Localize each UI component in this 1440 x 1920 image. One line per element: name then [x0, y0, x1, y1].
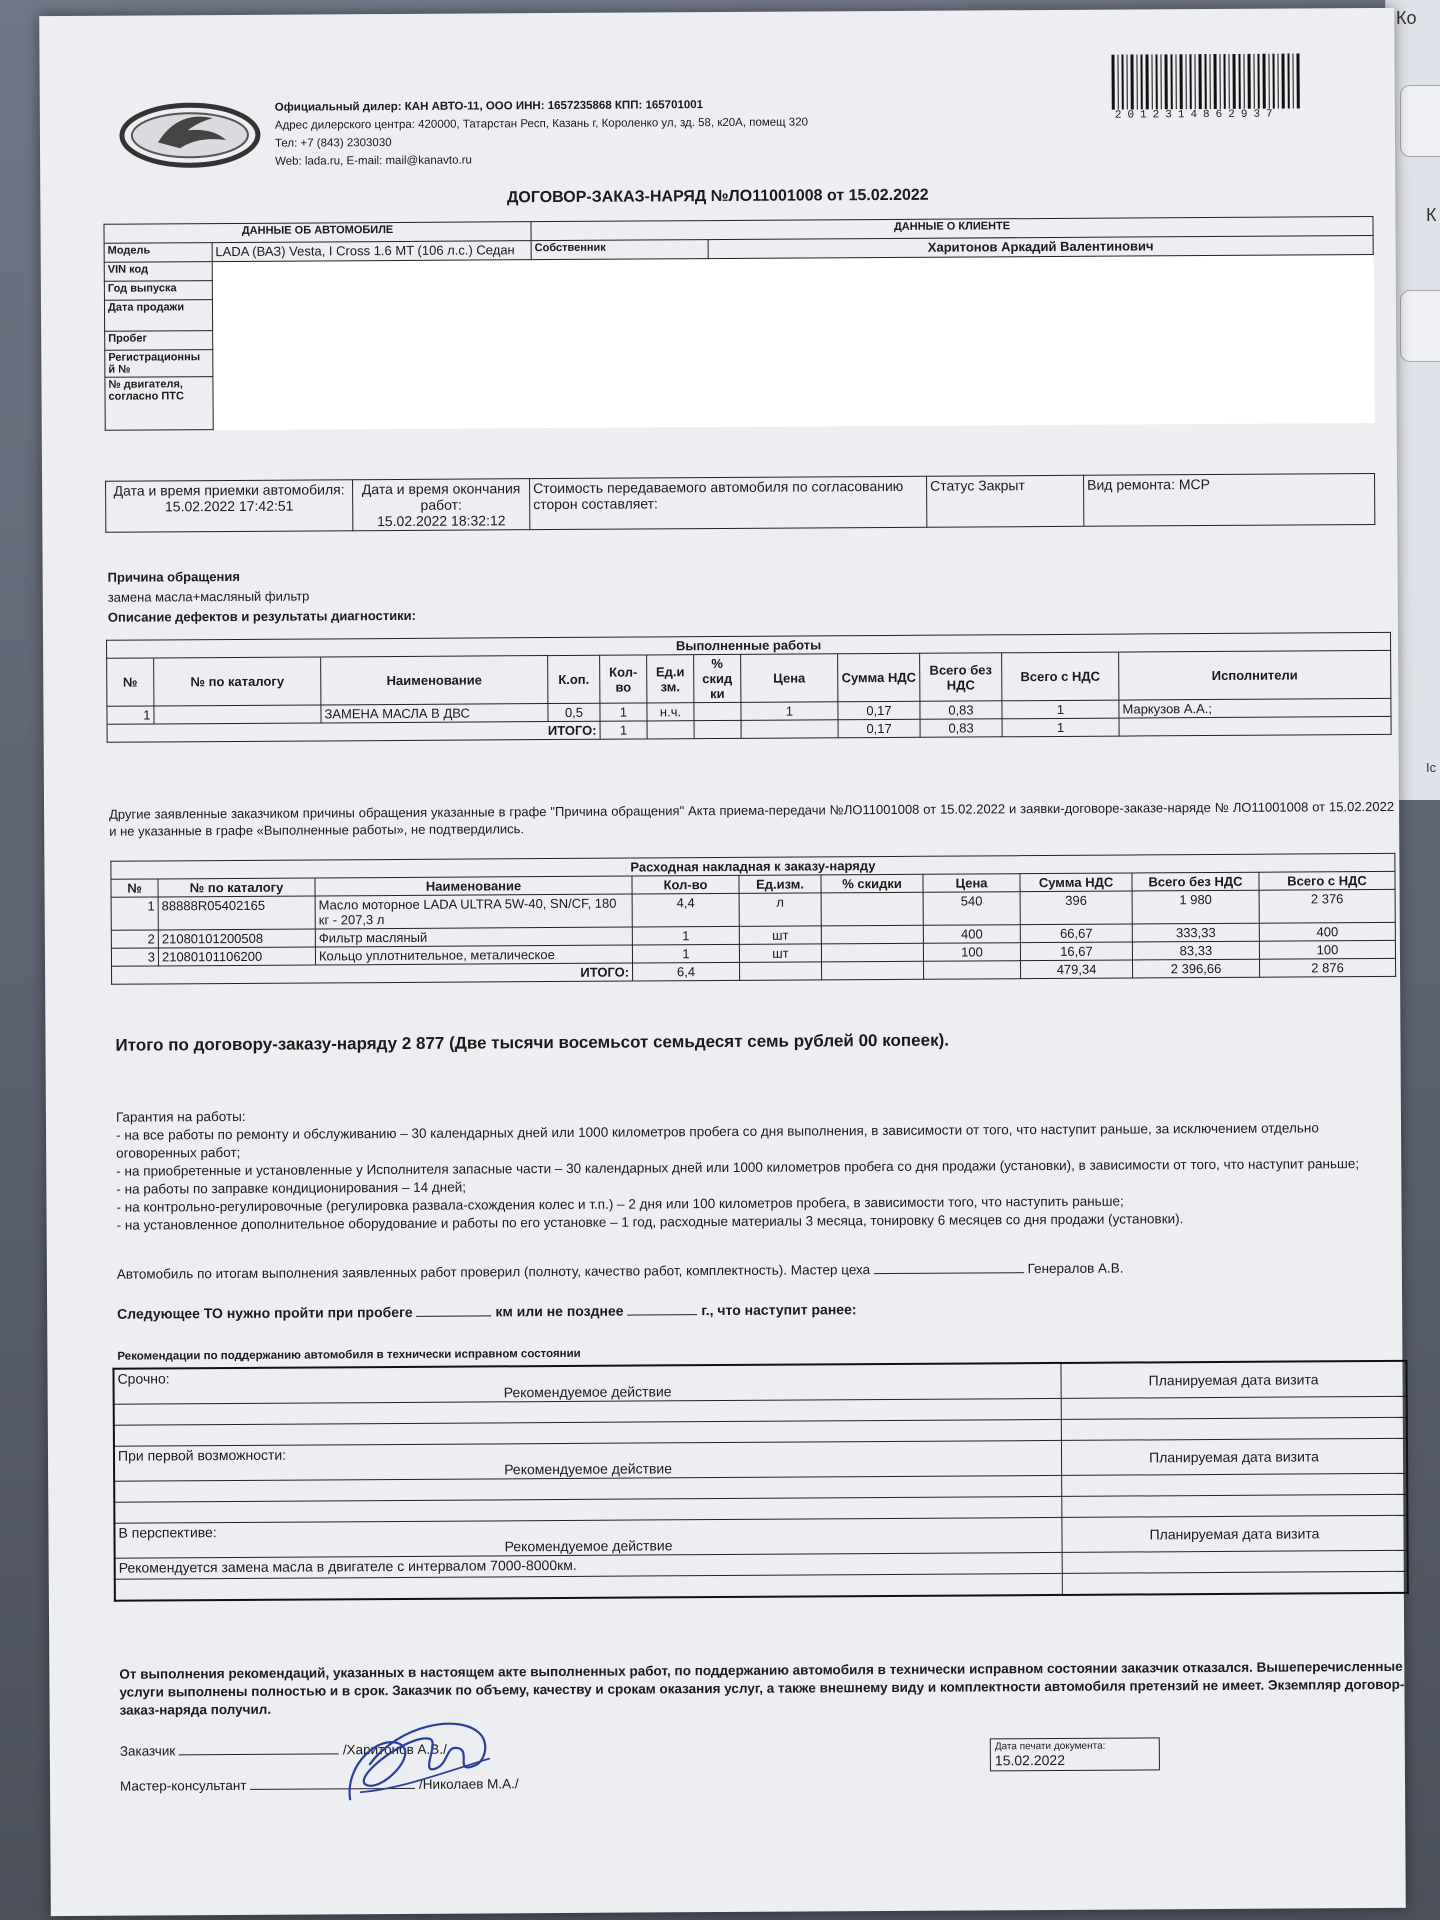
future-item: Рекомендуется замена масла в двигателе с интервалом 7000-8000км.: [115, 1552, 1063, 1579]
year-label: Год выпуска: [104, 281, 212, 301]
cell: 88888R05402165: [158, 896, 315, 930]
rec-row: [1061, 1396, 1407, 1419]
vehicle-client-table: [103, 216, 1374, 431]
col-header: Цена: [923, 874, 1020, 893]
cell: Кольцо уплотнительное, металическое: [315, 945, 632, 965]
cell: 0,83: [920, 719, 1002, 738]
redacted-area: [212, 255, 1374, 430]
col-header: Исполнители: [1119, 650, 1391, 700]
reason-value: замена масла+масляный фильтр: [107, 588, 310, 605]
warranty-block: [116, 1101, 1397, 1235]
cell: [1119, 716, 1391, 736]
client-header: ДАННЫЕ О КЛИЕНТЕ: [531, 217, 1373, 241]
cell: 100: [923, 943, 1020, 962]
cell: [822, 961, 924, 980]
customer-name: /Харитонов А.В./: [342, 1741, 447, 1758]
finished-cell: [353, 479, 530, 531]
received-value: 15.02.2022 17:42:51: [164, 497, 294, 515]
handwritten-signature: [340, 1703, 501, 1814]
warranty-line: - на приобретенные и установленные у Исполнителя запасные части – 30 календарных дней или 1000 километров пробега со дня продажи (установки), в зависимости от того, что наступит раньше;: [116, 1156, 1360, 1179]
cell: [821, 892, 923, 926]
future-label: В перспективе:: [118, 1524, 217, 1541]
cell: 66,67: [1020, 924, 1132, 943]
sale-date-label: Дата продажи: [104, 300, 212, 332]
cell: [740, 962, 822, 981]
cell: [821, 925, 923, 944]
cell: [647, 721, 694, 739]
urgent-cell: [113, 1363, 1061, 1404]
reg-label: Регистрационны й №: [105, 350, 213, 378]
status-text: Статус Закрыт: [927, 475, 1084, 527]
cell: [741, 720, 838, 739]
cell: 1: [741, 702, 838, 721]
cell: 4,4: [632, 893, 739, 927]
col-header: Сумма НДС: [838, 653, 920, 702]
model-label: Модель: [104, 243, 212, 263]
cell: ЗАМЕНА МАСЛА В ДВС: [321, 704, 548, 723]
next-to-line: [117, 1301, 856, 1322]
cell: шт: [739, 944, 821, 963]
date-blank: [627, 1314, 697, 1315]
cell: 6,4: [633, 962, 740, 981]
cell: 0,83: [920, 701, 1002, 720]
cell: [694, 720, 741, 738]
col-header: Всего с НДС: [1002, 652, 1119, 701]
col-header: % скид ки: [694, 654, 741, 702]
received-label: Дата и время приемки автомобиля:: [113, 481, 345, 499]
recommendations-table: [112, 1360, 1408, 1602]
cell: 1: [107, 706, 154, 724]
works-table: [106, 632, 1392, 743]
cell: 1: [600, 703, 647, 721]
edge-text-low: Ic: [1426, 760, 1437, 775]
action-header: Рекомендуемое действие: [504, 1460, 673, 1478]
cell: 0,17: [838, 719, 920, 738]
print-date-value: 15.02.2022: [994, 1751, 1066, 1769]
cell: 479,34: [1020, 960, 1132, 979]
defects-label: Описание дефектов и результаты диагностики:: [107, 607, 417, 625]
checked-statement: [117, 1260, 1124, 1283]
col-header: Кол-во: [632, 875, 739, 894]
barcode-number: 2012314862937: [1114, 108, 1279, 122]
cell: Маркузов А.А.;: [1119, 698, 1391, 718]
action-header: Рекомендуемое действие: [504, 1537, 673, 1555]
cell: 1: [1002, 718, 1119, 737]
total-label: ИТОГО:: [112, 963, 633, 984]
adjacent-box: [1400, 290, 1440, 362]
rec-row: [1062, 1550, 1408, 1573]
cell: н.ч.: [647, 703, 694, 721]
cell: [821, 943, 923, 962]
cell: л: [739, 893, 821, 927]
cell: [923, 961, 1020, 980]
cell: 21080101106200: [158, 947, 315, 966]
consultant-name: /Николаев М.А./: [418, 1776, 519, 1792]
col-header: №: [107, 658, 154, 706]
cost-text: Стоимость передаваемого автомобиля по согласованию сторон составляет:: [530, 476, 927, 529]
col-header: Кол-во: [600, 655, 647, 703]
finished-value: 15.02.2022 18:32:12: [377, 512, 506, 530]
date-header: Планируемая дата визита: [1061, 1361, 1407, 1399]
mileage-label: Пробег: [105, 331, 213, 351]
customer-signature-line: [179, 1753, 339, 1755]
model-value: LADA (ВАЗ) Vesta, I Cross 1.6 MT (106 л.с.) Седан: [212, 241, 531, 262]
cell: 2 396,66: [1132, 959, 1259, 978]
other-reasons-note: Другие заявленные заказчиком причины обращения указанные в графе "Причина обращения" Акта приема-передачи №ЛО11001008 от 15.02.2022 и заявки-договоре-заказе-наряде № ЛО11001008 от 15.02.2022 и не указанные в графе «Выполненные работы», не подтвердились.: [109, 798, 1395, 839]
engine-label: № двигателя, согласно ПТС: [105, 377, 213, 431]
vin-label: VIN код: [104, 262, 212, 282]
cell: 2 876: [1259, 958, 1395, 977]
repair-type: Вид ремонта: МСР: [1084, 474, 1375, 527]
rec-row: [1062, 1571, 1408, 1595]
dealer-line: Тел: +7 (843) 2303030: [274, 137, 392, 150]
cell: Масло моторное LADA ULTRA 5W-40, SN/CF, 180 кг - 207,3 л: [315, 894, 632, 929]
cell: 3: [111, 948, 158, 966]
lada-logo: [118, 100, 262, 171]
cell: 83,33: [1132, 941, 1259, 960]
col-header: % скидки: [821, 874, 923, 893]
finished-label: Дата и время окончания работ:: [361, 480, 521, 513]
col-header: Наименование: [321, 656, 548, 705]
cell: 1: [1002, 700, 1119, 719]
cell: 540: [923, 892, 1020, 926]
cell: 1: [632, 944, 739, 963]
warranty-line: - на установленное дополнительное оборудование и работы по его установке – 1 год, расходные материалы 3 месяца, тонировку 6 месяцев со дня продажи (установки).: [116, 1211, 1184, 1233]
rec-row: [115, 1573, 1063, 1600]
date-header: Планируемая дата визита: [1061, 1438, 1407, 1475]
next-to-part1: Следующее ТО нужно пройти при пробеге: [117, 1303, 413, 1322]
cell: [694, 702, 741, 720]
cell: 2 376: [1259, 889, 1395, 923]
master-signature-line: [874, 1272, 1024, 1274]
reason-label: Причина обращения: [107, 568, 240, 585]
dealer-line: Официальный дилер: КАН АВТО-11, ООО ИНН: 1657235868 КПП: 165701001: [274, 99, 704, 114]
col-header: Всего без НДС: [1132, 872, 1259, 891]
grand-total: Итого по договору-заказу-наряду 2 877 (Две тысячи восемьсот семьдесят семь рублей 00 копеек).: [115, 1030, 949, 1055]
recs-title: Рекомендации по поддержанию автомобиля в технически исправном состоянии: [117, 1347, 581, 1363]
dealer-line: Web: lada.ru, E-mail: mail@kanavto.ru: [275, 154, 472, 168]
cell: 100: [1259, 940, 1395, 959]
cell: 2: [111, 930, 158, 948]
parts-table: [110, 853, 1396, 985]
col-header: Ед.изм.: [739, 875, 821, 894]
cell: 16,67: [1020, 942, 1132, 961]
cell: 21080101200508: [158, 929, 315, 948]
cell: 1 980: [1132, 890, 1259, 924]
works-title: Выполненные работы: [107, 632, 1391, 658]
dealer-info: [275, 95, 809, 170]
cell: 1: [632, 926, 739, 945]
edge-text-mid: К: [1426, 205, 1437, 225]
rec-row: [1061, 1417, 1407, 1440]
col-header: Цена: [741, 654, 838, 703]
owner-value: Харитонов Аркадий Валентинович: [708, 236, 1373, 259]
cell: 1: [111, 897, 158, 930]
edge-text-top: Ко: [1396, 8, 1417, 28]
col-header: Всего с НДС: [1259, 871, 1395, 890]
cell: 400: [1259, 922, 1395, 941]
cell: 333,33: [1132, 923, 1259, 942]
action-header: Рекомендуемое действие: [503, 1383, 672, 1401]
checked-text: Автомобиль по итогам выполнения заявленных работ проверил (полноту, качество работ, комплектность). Мастер цеха: [116, 1262, 871, 1282]
col-header: № по каталогу: [158, 878, 315, 897]
next-to-part2: км или не позднее: [495, 1302, 624, 1320]
rec-row: [1062, 1473, 1408, 1496]
warranty-line: - на все работы по ремонту и обслуживанию – 30 календарных дней или 1000 километров пробега со дня выполнения, в зависимости от того, что наступит раньше, за исключением отдельно оговоренных работ;: [116, 1120, 1319, 1161]
parts-title: Расходная накладная к заказу-наряду: [111, 853, 1395, 879]
dates-table: [105, 473, 1375, 533]
received-cell: [106, 480, 353, 533]
future-cell: [114, 1517, 1062, 1558]
cell: 0,17: [838, 701, 920, 720]
first-cell: [114, 1440, 1062, 1481]
cell: [154, 705, 321, 724]
col-header: Сумма НДС: [1020, 873, 1132, 892]
col-header: № по каталогу: [154, 657, 321, 706]
customer-label: Заказчик: [119, 1743, 176, 1759]
document-title: ДОГОВОР-ЗАКАЗ-НАРЯД №ЛО11001008 от 15.02.2022: [506, 186, 929, 207]
urgent-label: Срочно:: [117, 1370, 170, 1387]
car-header: ДАННЫЕ ОБ АВТОМОБИЛЕ: [104, 222, 531, 244]
total-label: ИТОГО:: [107, 721, 600, 742]
warranty-line: - на контрольно-регулировочные (регулировка развала-схождения колес и т.п.) – 2 дня или 100 километров пробега, в зависимости того, что наступить раньше;: [116, 1193, 1124, 1215]
col-header: К.оп.: [548, 655, 600, 703]
final-statement: От выполнения рекомендаций, указанных в настоящем акте выполненных работ, по поддержанию автомобиля в технически исправном состоянии заказчик отказался. Вышеперечисленные услуги выполнены полностью и в срок. Заказчик по объему, качеству и срокам оказания услуг, а также внешнему виду и комплектности автомобиля претензий не имеет. Экземпляр договор-заказ-наряда получил.: [119, 1658, 1405, 1718]
first-label: При первой возможности:: [117, 1446, 287, 1464]
cell: Фильтр масляный: [315, 927, 632, 947]
barcode: [1109, 53, 1309, 114]
col-header: Всего без НДС: [920, 653, 1002, 702]
document-page: [39, 8, 1406, 1916]
warranty-line: - на работы по заправке кондиционирования – 14 дней;: [116, 1179, 467, 1197]
cell: 400: [923, 925, 1020, 944]
rec-row: [1062, 1494, 1408, 1517]
cell: 0,5: [548, 703, 600, 721]
cell: 1: [600, 721, 647, 739]
col-header: Ед.и зм.: [647, 655, 694, 703]
mileage-blank: [417, 1315, 492, 1316]
print-date-label: Дата печати документа:: [994, 1740, 1106, 1753]
next-to-part3: г., что наступит ранее:: [701, 1301, 857, 1319]
cell: шт: [739, 926, 821, 945]
owner-label: Собственник: [531, 240, 708, 260]
date-header: Планируемая дата визита: [1062, 1515, 1408, 1552]
dealer-line: Адрес дилерского центра: 420000, Татарстан Респ, Казань г, Короленко ул, зд. 58, к20А, помещ 320: [274, 116, 809, 132]
consultant-label: Мастер-консультант: [119, 1777, 247, 1794]
print-date-box: [990, 1737, 1160, 1771]
col-header: №: [111, 879, 158, 897]
cell: 396: [1020, 891, 1132, 925]
col-header: Наименование: [315, 876, 632, 896]
warranty-line: Гарантия на работы:: [115, 1108, 246, 1125]
checked-master: Генералов А.В.: [1027, 1260, 1124, 1277]
adjacent-box: [1400, 85, 1440, 157]
